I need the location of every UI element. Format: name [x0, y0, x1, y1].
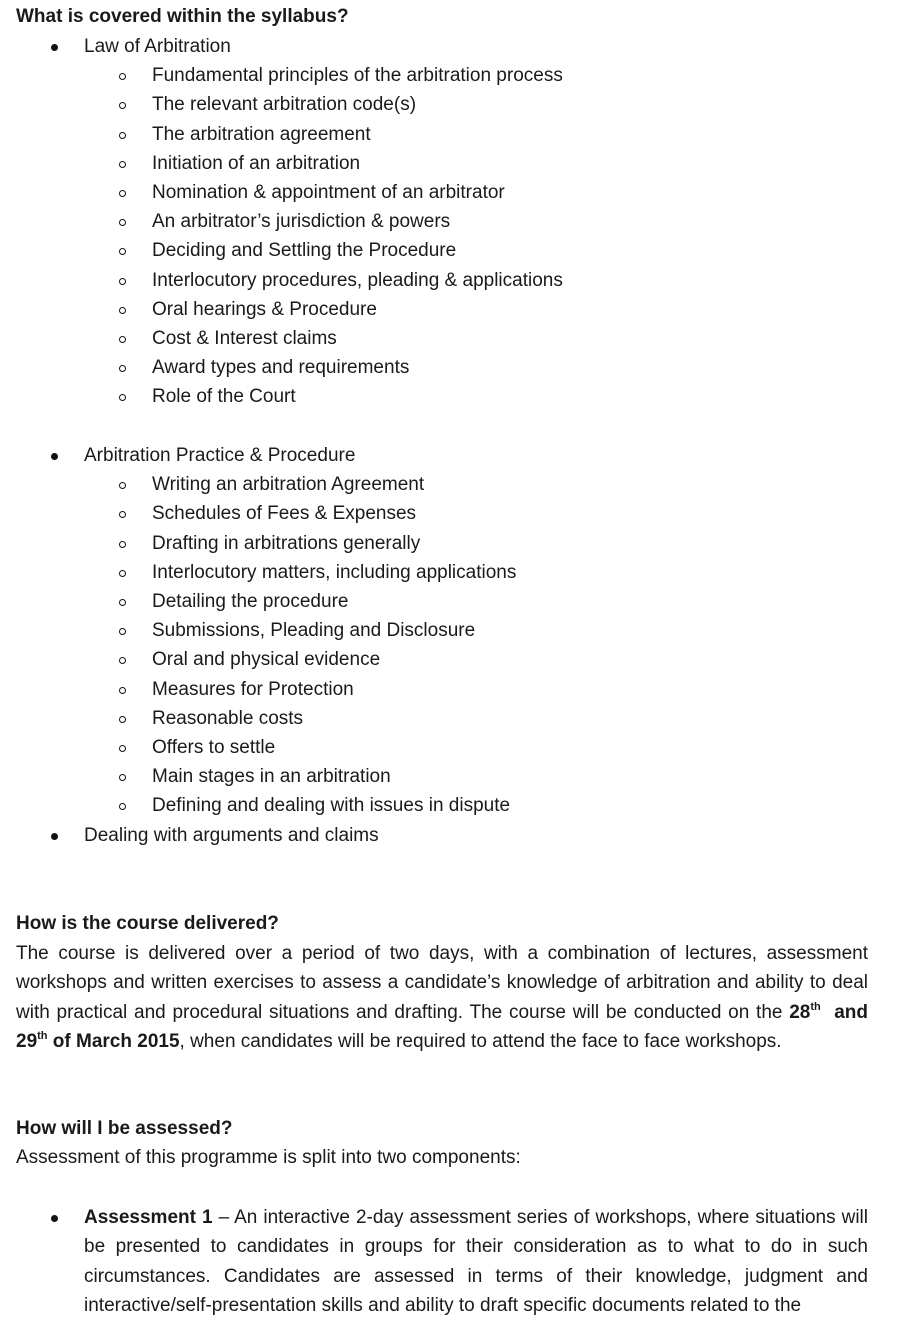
- bullet-dot: [51, 1215, 58, 1222]
- syllabus-section-title: Dealing with arguments and claims: [84, 825, 379, 846]
- bullet-dot: [51, 833, 58, 840]
- circle-bullet-icon: [119, 774, 126, 781]
- syllabus-heading: What is covered within the syllabus?: [16, 6, 349, 27]
- delivery-paragraph: [16, 939, 868, 1056]
- syllabus-item-text: Offers to settle: [152, 737, 276, 758]
- syllabus-item-text: Nomination & appointment of an arbitrator: [152, 182, 505, 203]
- syllabus-item-text: Schedules of Fees & Expenses: [152, 503, 417, 525]
- circle-bullet-icon: [119, 248, 126, 255]
- syllabus-item-text: Writing an arbitration Agreement: [152, 474, 425, 496]
- delivery-date-1: 28th and: [789, 1000, 868, 1023]
- delivery-text-2: , when candidates will be required to attend the face to face workshops.: [179, 1030, 782, 1052]
- syllabus-item-text: Reasonable costs: [152, 707, 304, 729]
- delivery-heading: How is the course delivered?: [16, 913, 279, 934]
- assessment-item-text: – An interactive 2-day assessment series of workshops, where situations will be presented to candidates in groups for their consideration as to what to do in such circumstances. Candidates are assessed in terms of their knowledge, judgment and interactive/self-presentation skills and ability to draft specific documents related to the: [84, 1207, 868, 1316]
- circle-bullet-icon: [119, 687, 126, 694]
- circle-bullet-icon: [119, 599, 126, 606]
- syllabus-section-title: Arbitration Practice & Procedure: [84, 445, 356, 466]
- delivery-text-1: The course is delivered over a period of two days, with a combination of lectures, assessment workshops and written exercises to assess a candidate’s knowledge of arbitration and ability to deal with practical and procedural situations and drafting. The course will be conducted on the: [16, 943, 868, 1023]
- circle-bullet-icon: [119, 745, 126, 752]
- circle-bullet-icon: [119, 132, 126, 139]
- syllabus-item-text: Oral hearings & Procedure: [152, 298, 377, 320]
- bullet-dot: [51, 44, 58, 51]
- syllabus-item-text: Award types and requirements: [152, 357, 410, 379]
- assessment-item-label: Assessment 1: [84, 1207, 213, 1228]
- circle-bullet-icon: [119, 511, 126, 518]
- syllabus-item-text: Fundamental principles of the arbitration process: [152, 65, 563, 87]
- syllabus-item-text: Cost & Interest claims: [152, 328, 337, 349]
- syllabus-item-text: Initiation of an arbitration: [152, 152, 361, 174]
- circle-bullet-icon: [119, 102, 126, 109]
- syllabus-item-text: The relevant arbitration code(s): [152, 94, 417, 116]
- syllabus-item-text: Measures for Protection: [152, 678, 354, 700]
- circle-bullet-icon: [119, 307, 126, 314]
- syllabus-item-text: An arbitrator’s jurisdiction & powers: [152, 211, 451, 233]
- syllabus-item-text: Deciding and Settling the Procedure: [152, 240, 457, 262]
- syllabus-section-title: Law of Arbitration: [84, 36, 231, 57]
- circle-bullet-icon: [119, 541, 126, 548]
- circle-bullet-icon: [119, 365, 126, 372]
- circle-bullet-icon: [119, 628, 126, 635]
- delivery-date-2: 29th of March 2015: [16, 1029, 180, 1052]
- syllabus-item-text: The arbitration agreement: [152, 123, 371, 145]
- bullet-dot: [51, 453, 58, 460]
- circle-bullet-icon: [119, 278, 126, 285]
- syllabus-item-text: Detailing the procedure: [152, 591, 349, 612]
- syllabus-item-text: Oral and physical evidence: [152, 649, 381, 671]
- circle-bullet-icon: [119, 570, 126, 577]
- circle-bullet-icon: [119, 336, 126, 343]
- circle-bullet-icon: [119, 482, 126, 489]
- circle-bullet-icon: [119, 190, 126, 197]
- syllabus-item-text: Submissions, Pleading and Disclosure: [152, 620, 476, 642]
- syllabus-item-text: Interlocutory procedures, pleading & applications: [152, 269, 563, 291]
- circle-bullet-icon: [119, 161, 126, 168]
- circle-bullet-icon: [119, 716, 126, 723]
- assessment-item: [84, 1203, 868, 1320]
- circle-bullet-icon: [119, 219, 126, 226]
- circle-bullet-icon: [119, 73, 126, 80]
- syllabus-item-text: Drafting in arbitrations generally: [152, 532, 421, 554]
- syllabus-item-text: Defining and dealing with issues in dispute: [152, 795, 511, 817]
- circle-bullet-icon: [119, 657, 126, 664]
- syllabus-item-text: Interlocutory matters, including applications: [152, 561, 517, 583]
- circle-bullet-icon: [119, 394, 126, 401]
- syllabus-item-text: Role of the Court: [152, 386, 296, 408]
- assessment-intro: Assessment of this programme is split into two components:: [16, 1147, 521, 1168]
- circle-bullet-icon: [119, 803, 126, 810]
- assessment-heading: How will I be assessed?: [16, 1118, 233, 1139]
- syllabus-item-text: Main stages in an arbitration: [152, 766, 391, 788]
